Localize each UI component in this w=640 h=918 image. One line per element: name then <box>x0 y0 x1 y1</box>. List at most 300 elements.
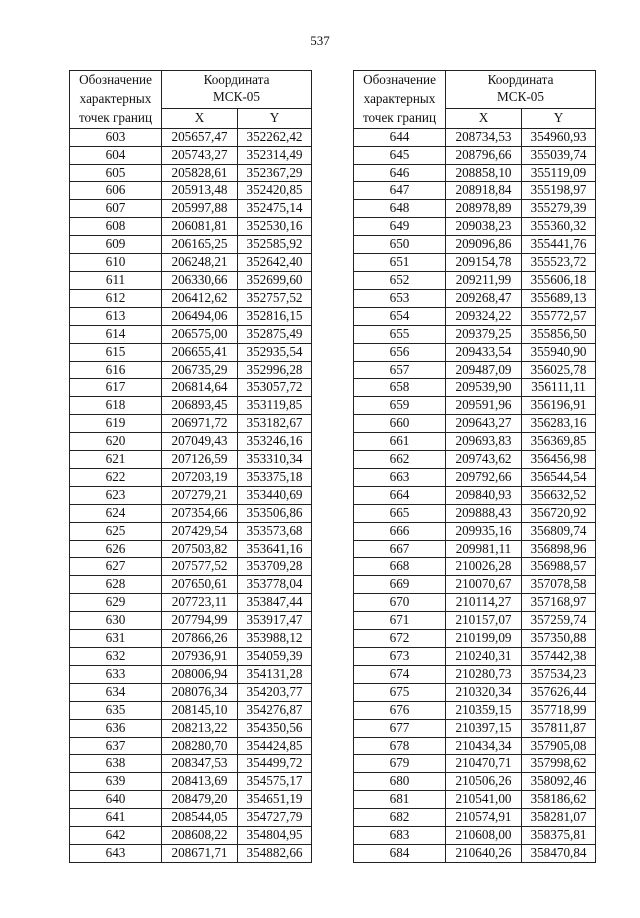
x-coordinate-cell: 210608,00 <box>446 827 522 845</box>
table-row <box>354 809 596 827</box>
table-row <box>354 773 596 791</box>
point-id-cell: 605 <box>70 164 162 182</box>
table-row <box>354 630 596 648</box>
point-id-cell: 640 <box>70 791 162 809</box>
table-row <box>354 827 596 845</box>
y-coordinate-cell: 353375,18 <box>238 468 312 486</box>
point-id-cell: 668 <box>354 558 446 576</box>
y-coordinate-cell: 355689,13 <box>522 289 596 307</box>
x-coordinate-cell: 210574,91 <box>446 809 522 827</box>
point-id-cell: 664 <box>354 486 446 504</box>
point-id-cell: 673 <box>354 648 446 666</box>
y-coordinate-cell: 352530,16 <box>238 218 312 236</box>
point-id-cell: 624 <box>70 504 162 522</box>
table-row <box>354 844 596 862</box>
table-row <box>354 522 596 540</box>
x-coordinate-cell: 208734,53 <box>446 128 522 146</box>
x-coordinate-cell: 209324,22 <box>446 307 522 325</box>
y-coordinate-cell: 358092,46 <box>522 773 596 791</box>
y-coordinate-cell: 353440,69 <box>238 486 312 504</box>
table-row <box>354 164 596 182</box>
table-row <box>354 182 596 200</box>
point-id-cell: 613 <box>70 307 162 325</box>
table-row <box>70 576 312 594</box>
table-row <box>70 343 312 361</box>
x-coordinate-cell: 208918,84 <box>446 182 522 200</box>
table-row <box>70 844 312 862</box>
x-coordinate-cell: 208213,22 <box>162 719 238 737</box>
table-row <box>70 307 312 325</box>
x-coordinate-cell: 208479,20 <box>162 791 238 809</box>
y-coordinate-cell: 356898,96 <box>522 540 596 558</box>
y-coordinate-cell: 358375,81 <box>522 827 596 845</box>
point-id-cell: 682 <box>354 809 446 827</box>
point-id-cell: 632 <box>70 648 162 666</box>
table-row <box>70 648 312 666</box>
y-coordinate-cell: 354882,66 <box>238 844 312 862</box>
x-coordinate-cell: 207866,26 <box>162 630 238 648</box>
point-id-cell: 657 <box>354 361 446 379</box>
table-row <box>70 200 312 218</box>
x-coordinate-cell: 208006,94 <box>162 665 238 683</box>
x-coordinate-cell: 207650,61 <box>162 576 238 594</box>
x-coordinate-cell: 209211,99 <box>446 271 522 289</box>
y-coordinate-cell: 353506,86 <box>238 504 312 522</box>
point-id-cell: 638 <box>70 755 162 773</box>
y-coordinate-cell: 352875,49 <box>238 325 312 343</box>
table-row <box>70 612 312 630</box>
point-id-cell: 641 <box>70 809 162 827</box>
x-coordinate-cell: 205997,88 <box>162 200 238 218</box>
table-row <box>70 182 312 200</box>
x-coordinate-cell: 210026,28 <box>446 558 522 576</box>
point-id-cell: 650 <box>354 236 446 254</box>
point-id-cell: 611 <box>70 271 162 289</box>
x-coordinate-cell: 207126,59 <box>162 451 238 469</box>
y-coordinate-cell: 354131,28 <box>238 665 312 683</box>
right-table-body <box>354 128 596 862</box>
designation-header <box>70 71 162 129</box>
x-coordinate-cell: 210070,67 <box>446 576 522 594</box>
point-id-cell: 669 <box>354 576 446 594</box>
x-coordinate-cell: 208076,34 <box>162 683 238 701</box>
x-coordinate-cell: 210240,31 <box>446 648 522 666</box>
table-row <box>354 558 596 576</box>
designation-header <box>354 71 446 129</box>
y-coordinate-cell: 355940,90 <box>522 343 596 361</box>
point-id-cell: 670 <box>354 594 446 612</box>
point-id-cell: 644 <box>354 128 446 146</box>
point-id-cell: 639 <box>70 773 162 791</box>
x-column-header: X <box>162 109 238 129</box>
x-coordinate-cell: 209154,78 <box>446 254 522 272</box>
y-column-header: Y <box>522 109 596 129</box>
y-coordinate-cell: 352816,15 <box>238 307 312 325</box>
table-row <box>354 486 596 504</box>
y-coordinate-cell: 353847,44 <box>238 594 312 612</box>
y-coordinate-cell: 352262,42 <box>238 128 312 146</box>
table-row <box>70 218 312 236</box>
y-coordinate-cell: 352642,40 <box>238 254 312 272</box>
x-coordinate-cell: 208347,53 <box>162 755 238 773</box>
y-coordinate-cell: 356544,54 <box>522 468 596 486</box>
table-row <box>354 791 596 809</box>
point-id-cell: 622 <box>70 468 162 486</box>
y-coordinate-cell: 356809,74 <box>522 522 596 540</box>
table-row <box>354 200 596 218</box>
x-coordinate-cell: 207429,54 <box>162 522 238 540</box>
x-coordinate-cell: 207723,11 <box>162 594 238 612</box>
x-coordinate-cell: 206248,21 <box>162 254 238 272</box>
y-coordinate-cell: 357905,08 <box>522 737 596 755</box>
x-coordinate-cell: 208796,66 <box>446 146 522 164</box>
table-row <box>70 254 312 272</box>
y-coordinate-cell: 355523,72 <box>522 254 596 272</box>
point-id-cell: 617 <box>70 379 162 397</box>
table-row <box>70 683 312 701</box>
table-row <box>70 773 312 791</box>
y-coordinate-cell: 352935,54 <box>238 343 312 361</box>
y-coordinate-cell: 357718,99 <box>522 701 596 719</box>
point-id-cell: 631 <box>70 630 162 648</box>
y-coordinate-cell: 357811,87 <box>522 719 596 737</box>
y-coordinate-cell: 352475,14 <box>238 200 312 218</box>
point-id-cell: 684 <box>354 844 446 862</box>
x-coordinate-cell: 207049,43 <box>162 433 238 451</box>
x-coordinate-cell: 210199,09 <box>446 630 522 648</box>
point-id-cell: 659 <box>354 397 446 415</box>
table-row <box>354 540 596 558</box>
table-row <box>70 755 312 773</box>
x-coordinate-cell: 206330,66 <box>162 271 238 289</box>
table-row <box>354 701 596 719</box>
table-row <box>70 379 312 397</box>
y-coordinate-cell: 352314,49 <box>238 146 312 164</box>
table-row <box>354 254 596 272</box>
table-row <box>354 576 596 594</box>
y-coordinate-cell: 356283,16 <box>522 415 596 433</box>
x-coordinate-cell: 209268,47 <box>446 289 522 307</box>
table-row <box>354 236 596 254</box>
x-coordinate-cell: 210541,00 <box>446 791 522 809</box>
x-coordinate-cell: 208145,10 <box>162 701 238 719</box>
point-id-cell: 681 <box>354 791 446 809</box>
table-row <box>354 128 596 146</box>
y-coordinate-cell: 356456,98 <box>522 451 596 469</box>
x-coordinate-cell: 209379,25 <box>446 325 522 343</box>
table-row <box>354 146 596 164</box>
x-coordinate-cell: 205743,27 <box>162 146 238 164</box>
designation-header-line1: Обозначение <box>363 72 436 87</box>
coordinate-header <box>446 71 596 109</box>
point-id-cell: 618 <box>70 397 162 415</box>
coordinate-header-line1: Координата <box>487 72 554 87</box>
x-coordinate-cell: 206655,41 <box>162 343 238 361</box>
y-coordinate-cell: 353641,16 <box>238 540 312 558</box>
y-coordinate-cell: 353310,34 <box>238 451 312 469</box>
x-coordinate-cell: 209096,86 <box>446 236 522 254</box>
x-coordinate-cell: 208544,05 <box>162 809 238 827</box>
y-coordinate-cell: 353057,72 <box>238 379 312 397</box>
table-row <box>70 737 312 755</box>
table-row <box>70 486 312 504</box>
y-coordinate-cell: 354350,56 <box>238 719 312 737</box>
point-id-cell: 629 <box>70 594 162 612</box>
y-column-header: Y <box>238 109 312 129</box>
table-row <box>70 504 312 522</box>
y-coordinate-cell: 357259,74 <box>522 612 596 630</box>
point-id-cell: 653 <box>354 289 446 307</box>
x-coordinate-cell: 205828,61 <box>162 164 238 182</box>
table-row <box>354 737 596 755</box>
point-id-cell: 647 <box>354 182 446 200</box>
table-row <box>354 325 596 343</box>
x-coordinate-cell: 209433,54 <box>446 343 522 361</box>
x-coordinate-cell: 207936,91 <box>162 648 238 666</box>
point-id-cell: 627 <box>70 558 162 576</box>
point-id-cell: 675 <box>354 683 446 701</box>
y-coordinate-cell: 355856,50 <box>522 325 596 343</box>
y-coordinate-cell: 353246,16 <box>238 433 312 451</box>
y-coordinate-cell: 355119,09 <box>522 164 596 182</box>
x-coordinate-cell: 208413,69 <box>162 773 238 791</box>
y-coordinate-cell: 355772,57 <box>522 307 596 325</box>
table-row <box>354 415 596 433</box>
table-row <box>354 612 596 630</box>
table-row <box>354 433 596 451</box>
point-id-cell: 683 <box>354 827 446 845</box>
table-row <box>354 468 596 486</box>
point-id-cell: 662 <box>354 451 446 469</box>
y-coordinate-cell: 353917,47 <box>238 612 312 630</box>
y-coordinate-cell: 357168,97 <box>522 594 596 612</box>
table-row <box>70 594 312 612</box>
x-coordinate-cell: 206412,62 <box>162 289 238 307</box>
point-id-cell: 665 <box>354 504 446 522</box>
table-row <box>354 289 596 307</box>
point-id-cell: 663 <box>354 468 446 486</box>
point-id-cell: 672 <box>354 630 446 648</box>
y-coordinate-cell: 357350,88 <box>522 630 596 648</box>
x-coordinate-cell: 210280,73 <box>446 665 522 683</box>
point-id-cell: 642 <box>70 827 162 845</box>
y-coordinate-cell: 354804,95 <box>238 827 312 845</box>
point-id-cell: 643 <box>70 844 162 862</box>
table-row <box>354 271 596 289</box>
y-coordinate-cell: 352367,29 <box>238 164 312 182</box>
point-id-cell: 651 <box>354 254 446 272</box>
y-coordinate-cell: 354575,17 <box>238 773 312 791</box>
table-row <box>354 665 596 683</box>
y-coordinate-cell: 352757,52 <box>238 289 312 307</box>
x-coordinate-cell: 208671,71 <box>162 844 238 862</box>
table-row <box>70 164 312 182</box>
point-id-cell: 649 <box>354 218 446 236</box>
point-id-cell: 623 <box>70 486 162 504</box>
y-coordinate-cell: 355279,39 <box>522 200 596 218</box>
point-id-cell: 646 <box>354 164 446 182</box>
y-coordinate-cell: 353988,12 <box>238 630 312 648</box>
point-id-cell: 648 <box>354 200 446 218</box>
table-row <box>70 522 312 540</box>
table-row <box>354 719 596 737</box>
y-coordinate-cell: 352699,60 <box>238 271 312 289</box>
table-row <box>354 755 596 773</box>
table-row <box>70 451 312 469</box>
point-id-cell: 677 <box>354 719 446 737</box>
x-coordinate-cell: 206494,06 <box>162 307 238 325</box>
x-coordinate-cell: 210506,26 <box>446 773 522 791</box>
x-coordinate-cell: 206814,64 <box>162 379 238 397</box>
designation-header-line1: Обозначение <box>79 72 152 87</box>
point-id-cell: 614 <box>70 325 162 343</box>
y-coordinate-cell: 354424,85 <box>238 737 312 755</box>
point-id-cell: 660 <box>354 415 446 433</box>
x-coordinate-cell: 205657,47 <box>162 128 238 146</box>
point-id-cell: 634 <box>70 683 162 701</box>
x-coordinate-cell: 208608,22 <box>162 827 238 845</box>
coordinates-table-left <box>69 70 312 863</box>
y-coordinate-cell: 354651,19 <box>238 791 312 809</box>
x-coordinate-cell: 210470,71 <box>446 755 522 773</box>
table-row <box>354 379 596 397</box>
designation-header-line3: точек границ <box>362 109 437 125</box>
x-coordinate-cell: 207577,52 <box>162 558 238 576</box>
y-coordinate-cell: 354960,93 <box>522 128 596 146</box>
table-row <box>70 665 312 683</box>
point-id-cell: 679 <box>354 755 446 773</box>
x-coordinate-cell: 209693,83 <box>446 433 522 451</box>
y-coordinate-cell: 354727,79 <box>238 809 312 827</box>
point-id-cell: 616 <box>70 361 162 379</box>
y-coordinate-cell: 357998,62 <box>522 755 596 773</box>
x-coordinate-cell: 208858,10 <box>446 164 522 182</box>
coordinate-header-line2: МСК-05 <box>213 89 260 104</box>
y-coordinate-cell: 355360,32 <box>522 218 596 236</box>
table-row <box>70 540 312 558</box>
y-coordinate-cell: 357626,44 <box>522 683 596 701</box>
left-table-body <box>70 128 312 862</box>
y-coordinate-cell: 357534,23 <box>522 665 596 683</box>
point-id-cell: 621 <box>70 451 162 469</box>
coordinate-header-line2: МСК-05 <box>497 89 544 104</box>
point-id-cell: 625 <box>70 522 162 540</box>
point-id-cell: 676 <box>354 701 446 719</box>
designation-header-line2: характерных <box>79 90 152 106</box>
point-id-cell: 654 <box>354 307 446 325</box>
table-row <box>70 289 312 307</box>
x-coordinate-cell: 210640,26 <box>446 844 522 862</box>
x-coordinate-cell: 206081,81 <box>162 218 238 236</box>
point-id-cell: 645 <box>354 146 446 164</box>
x-coordinate-cell: 208978,89 <box>446 200 522 218</box>
x-coordinate-cell: 209643,27 <box>446 415 522 433</box>
x-coordinate-cell: 206735,29 <box>162 361 238 379</box>
y-coordinate-cell: 354059,39 <box>238 648 312 666</box>
table-row <box>70 433 312 451</box>
x-column-header: X <box>446 109 522 129</box>
table-row <box>70 558 312 576</box>
point-id-cell: 671 <box>354 612 446 630</box>
y-coordinate-cell: 356025,78 <box>522 361 596 379</box>
x-coordinate-cell: 207794,99 <box>162 612 238 630</box>
y-coordinate-cell: 355039,74 <box>522 146 596 164</box>
y-coordinate-cell: 352585,92 <box>238 236 312 254</box>
x-coordinate-cell: 209591,96 <box>446 397 522 415</box>
table-row <box>70 630 312 648</box>
x-coordinate-cell: 210359,15 <box>446 701 522 719</box>
table-row <box>70 361 312 379</box>
x-coordinate-cell: 209487,09 <box>446 361 522 379</box>
table-row <box>70 236 312 254</box>
y-coordinate-cell: 353709,28 <box>238 558 312 576</box>
table-row <box>354 307 596 325</box>
y-coordinate-cell: 357078,58 <box>522 576 596 594</box>
y-coordinate-cell: 353182,67 <box>238 415 312 433</box>
table-row <box>70 325 312 343</box>
x-coordinate-cell: 207279,21 <box>162 486 238 504</box>
coordinate-header <box>162 71 312 109</box>
y-coordinate-cell: 356632,52 <box>522 486 596 504</box>
point-id-cell: 637 <box>70 737 162 755</box>
x-coordinate-cell: 210434,34 <box>446 737 522 755</box>
point-id-cell: 678 <box>354 737 446 755</box>
point-id-cell: 661 <box>354 433 446 451</box>
y-coordinate-cell: 356111,11 <box>522 379 596 397</box>
table-row <box>354 648 596 666</box>
point-id-cell: 667 <box>354 540 446 558</box>
point-id-cell: 666 <box>354 522 446 540</box>
table-row <box>70 271 312 289</box>
table-row <box>70 415 312 433</box>
point-id-cell: 636 <box>70 719 162 737</box>
table-row <box>354 343 596 361</box>
point-id-cell: 674 <box>354 665 446 683</box>
x-coordinate-cell: 207354,66 <box>162 504 238 522</box>
x-coordinate-cell: 209539,90 <box>446 379 522 397</box>
y-coordinate-cell: 356196,91 <box>522 397 596 415</box>
x-coordinate-cell: 209981,11 <box>446 540 522 558</box>
point-id-cell: 609 <box>70 236 162 254</box>
y-coordinate-cell: 353778,04 <box>238 576 312 594</box>
y-coordinate-cell: 356369,85 <box>522 433 596 451</box>
table-row <box>70 809 312 827</box>
table-row <box>354 218 596 236</box>
y-coordinate-cell: 358281,07 <box>522 809 596 827</box>
point-id-cell: 658 <box>354 379 446 397</box>
x-coordinate-cell: 206893,45 <box>162 397 238 415</box>
x-coordinate-cell: 209743,62 <box>446 451 522 469</box>
point-id-cell: 635 <box>70 701 162 719</box>
table-row <box>354 397 596 415</box>
page-number: 537 <box>310 33 330 48</box>
x-coordinate-cell: 209038,23 <box>446 218 522 236</box>
y-coordinate-cell: 355441,76 <box>522 236 596 254</box>
coordinate-header-line1: Координата <box>203 72 270 87</box>
y-coordinate-cell: 358186,62 <box>522 791 596 809</box>
point-id-cell: 680 <box>354 773 446 791</box>
y-coordinate-cell: 356720,92 <box>522 504 596 522</box>
table-row <box>70 146 312 164</box>
designation-header-line3: точек границ <box>78 109 153 125</box>
y-coordinate-cell: 353573,68 <box>238 522 312 540</box>
x-coordinate-cell: 207503,82 <box>162 540 238 558</box>
x-coordinate-cell: 206575,00 <box>162 325 238 343</box>
table-row <box>354 504 596 522</box>
y-coordinate-cell: 354276,87 <box>238 701 312 719</box>
point-id-cell: 628 <box>70 576 162 594</box>
x-coordinate-cell: 205913,48 <box>162 182 238 200</box>
